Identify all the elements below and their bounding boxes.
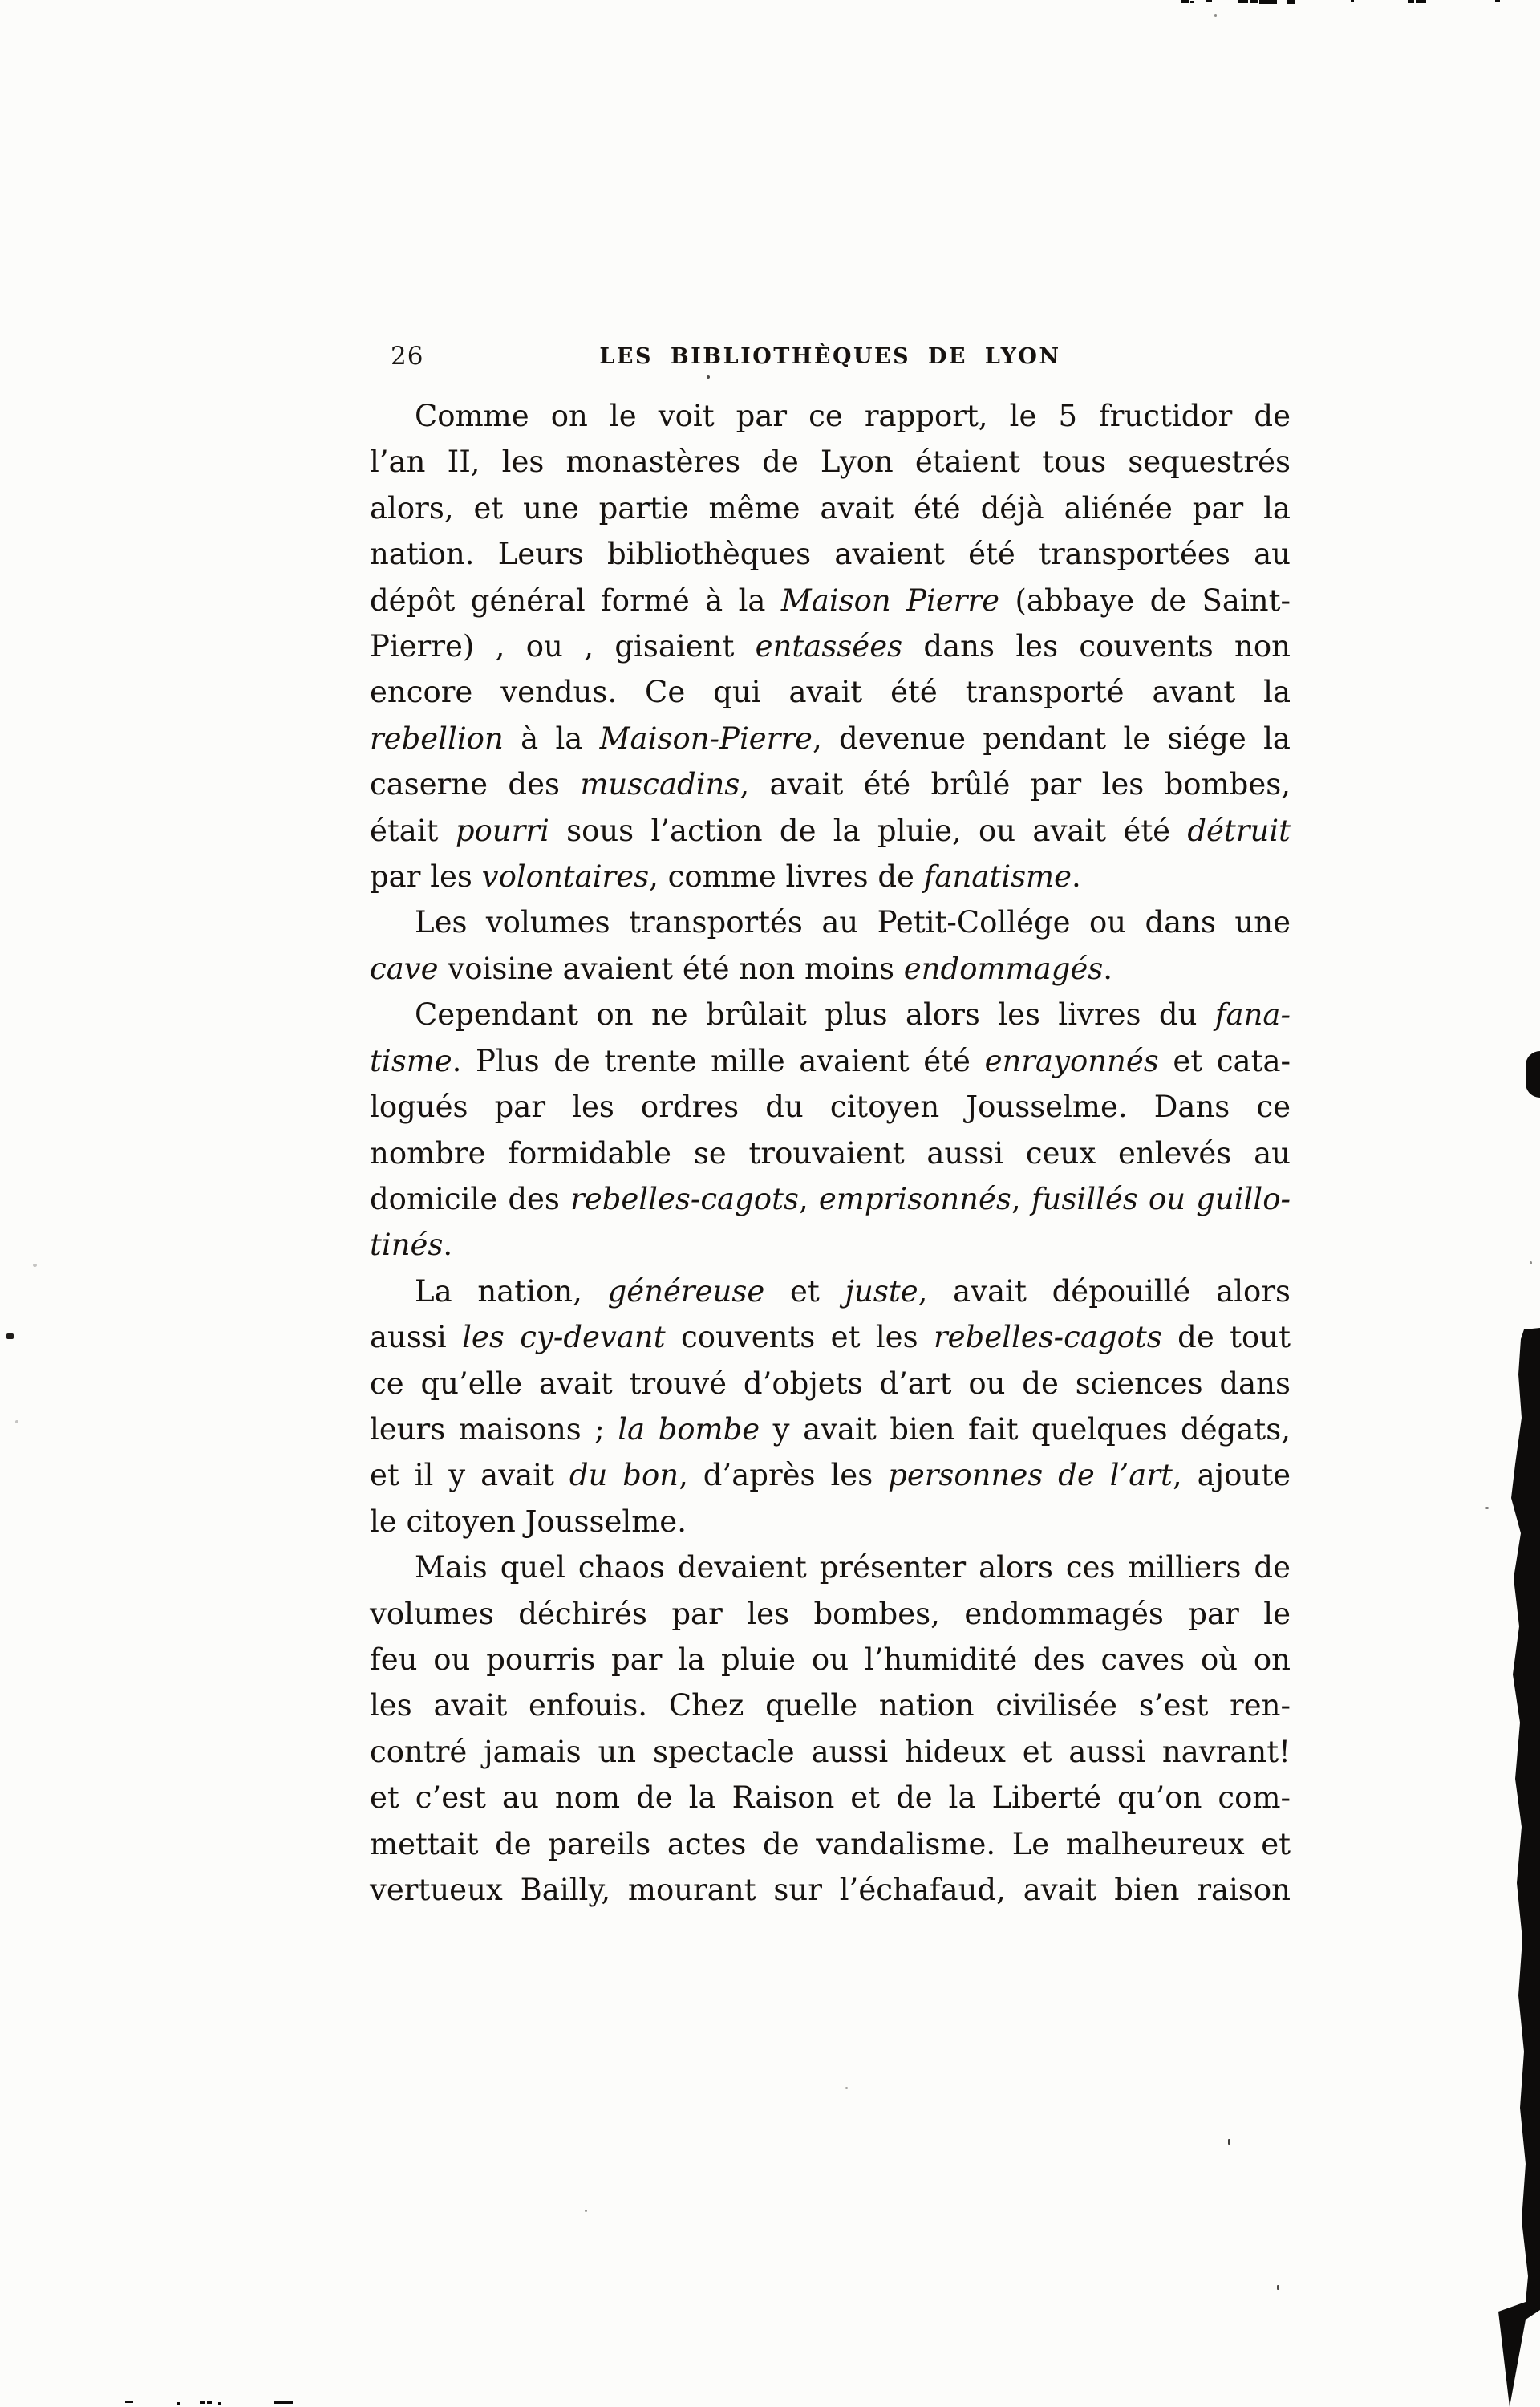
- text-segment: La nation,: [415, 1273, 608, 1309]
- italic-text-segment: pourri: [455, 813, 549, 848]
- text-segment: nombre formidable se trouvaient aussi ceux enlevés au: [370, 1135, 1291, 1171]
- text-segment: volumes déchirés par les bombes, endommagés par le: [370, 1596, 1291, 1631]
- italic-text-segment: entassées: [755, 629, 903, 664]
- text-segment: encore vendus. Ce qui avait été transporté avant la: [370, 675, 1291, 710]
- text-line: [370, 623, 1291, 669]
- text-segment: alors, et une partie même avait été déjà aliénée par la: [370, 490, 1291, 526]
- text-line: [370, 1867, 1291, 1913]
- italic-text-segment: muscadins: [580, 767, 740, 802]
- text-line: [370, 1591, 1291, 1637]
- text-line: [370, 1084, 1291, 1130]
- text-segment: Cependant on ne brûlait plus alors les livres du: [415, 997, 1215, 1033]
- text-line: [370, 1729, 1291, 1775]
- italic-text-segment: personnes de l’art: [888, 1458, 1173, 1493]
- text-segment: feu ou pourris par la pluie ou l’humidité des caves où on: [370, 1642, 1291, 1677]
- scan-artifact-right-strip: [1492, 1328, 1540, 2407]
- text-line: [370, 1222, 1291, 1268]
- text-line: [370, 761, 1291, 807]
- text-line: [370, 1176, 1291, 1222]
- text-line: [370, 1499, 1291, 1544]
- italic-text-segment: les cy-devant: [462, 1320, 666, 1355]
- text-segment: à la: [503, 720, 600, 756]
- text-line: [370, 485, 1291, 531]
- text-line: [370, 899, 1291, 945]
- text-segment: , avait été brûlé par les bombes,: [740, 767, 1291, 802]
- text-line: [370, 393, 1291, 439]
- text-line: [370, 1130, 1291, 1176]
- text-segment: .: [1103, 951, 1113, 986]
- italic-text-segment: tinés: [370, 1228, 444, 1263]
- text-segment: Mais quel chaos devaient présenter alors ces milliers de: [415, 1550, 1291, 1585]
- italic-text-segment: rebelles-cagots: [933, 1320, 1162, 1355]
- text-segment: était: [370, 813, 456, 848]
- text-segment: Comme on le voit par ce rapport, le 5 fructidor de: [415, 399, 1291, 433]
- text-segment: et: [764, 1273, 845, 1309]
- text-line: [370, 808, 1291, 854]
- text-segment: ,: [798, 1181, 819, 1216]
- text-segment: . Plus de trente mille avaient été: [452, 1043, 985, 1078]
- italic-text-segment: Maison-Pierre: [599, 720, 813, 756]
- scan-artifact-right-blob: [1526, 1051, 1540, 1098]
- page-header: [0, 343, 1540, 375]
- italic-text-segment: endommagés: [903, 951, 1104, 986]
- italic-text-segment: généreuse: [607, 1273, 765, 1309]
- text-segment: dans les couvents non: [902, 629, 1291, 664]
- text-segment: et il y avait: [370, 1458, 569, 1493]
- italic-text-segment: détruit: [1187, 813, 1291, 848]
- text-segment: (abbaye de Saint-: [999, 582, 1291, 618]
- text-segment: couvents et les: [665, 1320, 934, 1355]
- text-segment: logués par les ordres du citoyen Jousselme. Dans ce: [370, 1090, 1291, 1125]
- text-segment: .: [1072, 859, 1081, 895]
- text-segment: contré jamais un spectacle aussi hideux et aussi navrant!: [370, 1734, 1291, 1769]
- text-segment: Pierre) , ou , gisaient: [370, 629, 756, 664]
- page-number: 26: [391, 342, 424, 371]
- text-segment: par les: [370, 859, 482, 895]
- text-line: [370, 1637, 1291, 1682]
- text-segment: , avait dépouillé alors: [918, 1273, 1291, 1309]
- text-line: [370, 1775, 1291, 1820]
- text-line: [370, 1682, 1291, 1728]
- text-line: [370, 669, 1291, 715]
- text-line: [370, 992, 1291, 1037]
- text-line: [370, 1038, 1291, 1084]
- text-segment: mettait de pareils actes de vandalisme. Le malheureux et: [370, 1826, 1291, 1861]
- italic-text-segment: enrayonnés: [984, 1043, 1159, 1078]
- text-segment: caserne des: [370, 767, 581, 802]
- text-segment: sous l’action de la pluie, ou avait été: [549, 813, 1188, 848]
- running-title: LES BIBLIOTHÈQUES DE LYON: [599, 344, 1061, 369]
- italic-text-segment: fanatisme: [923, 859, 1072, 895]
- text-line: [370, 854, 1291, 899]
- text-line: [370, 531, 1291, 577]
- text-segment: leurs maisons ;: [370, 1411, 618, 1447]
- text-segment: domicile des: [370, 1181, 571, 1216]
- italic-text-segment: du bon: [569, 1458, 679, 1493]
- text-line: [370, 716, 1291, 761]
- text-segment: ce qu’elle avait trouvé d’objets d’art ou de sciences dans: [370, 1366, 1291, 1401]
- italic-text-segment: juste: [845, 1273, 918, 1309]
- italic-text-segment: Maison Pierre: [780, 582, 1000, 618]
- text-segment: ,: [1011, 1181, 1031, 1216]
- text-segment: aussi: [370, 1320, 463, 1355]
- text-line: [370, 1821, 1291, 1867]
- text-block: [370, 393, 1291, 1913]
- text-line: [370, 1452, 1291, 1498]
- text-line: [370, 1361, 1291, 1406]
- text-segment: nation. Leurs bibliothèques avaient été transportées au: [370, 537, 1291, 572]
- text-segment: de tout: [1161, 1320, 1291, 1355]
- text-line: [370, 946, 1291, 992]
- text-segment: et c’est au nom de la Raison et de la Liberté qu’on com-: [370, 1780, 1291, 1816]
- italic-text-segment: emprisonnés: [818, 1181, 1011, 1216]
- italic-text-segment: tisme: [370, 1043, 452, 1078]
- text-segment: et cata-: [1158, 1043, 1291, 1078]
- italic-text-segment: la bombe: [618, 1411, 760, 1447]
- text-segment: dépôt général formé à la: [370, 582, 781, 618]
- text-segment: , comme livres de: [649, 859, 924, 895]
- text-line: [370, 1268, 1291, 1314]
- text-line: [370, 1544, 1291, 1590]
- text-segment: le citoyen Jousselme.: [370, 1504, 687, 1539]
- italic-text-segment: fana-: [1214, 997, 1291, 1033]
- italic-text-segment: cave: [370, 951, 439, 986]
- text-segment: , ajoute: [1172, 1458, 1291, 1493]
- text-segment: y avait bien fait quelques dégats,: [760, 1411, 1291, 1447]
- text-segment: vertueux Bailly, mourant sur l’échafaud, avait bien raison: [370, 1873, 1291, 1907]
- text-line: [370, 578, 1291, 623]
- text-segment: voisine avaient été non moins: [438, 951, 904, 986]
- italic-text-segment: fusillés ou guillo-: [1031, 1181, 1291, 1216]
- italic-text-segment: rebellion: [370, 720, 504, 756]
- text-segment: les avait enfouis. Chez quelle nation civilisée s’est ren-: [370, 1688, 1291, 1723]
- text-line: [370, 1406, 1291, 1452]
- italic-text-segment: rebelles-cagots: [570, 1181, 799, 1216]
- text-segment: , d’après les: [679, 1458, 889, 1493]
- text-segment: Les volumes transportés au Petit-Collége ou dans une: [415, 905, 1291, 940]
- text-line: [370, 1314, 1291, 1360]
- text-segment: l’an II, les monastères de Lyon étaient tous sequestrés: [370, 444, 1291, 480]
- text-line: [370, 439, 1291, 485]
- text-segment: .: [443, 1228, 453, 1263]
- text-segment: , devenue pendant le siége la: [812, 720, 1291, 756]
- italic-text-segment: volontaires: [481, 859, 650, 895]
